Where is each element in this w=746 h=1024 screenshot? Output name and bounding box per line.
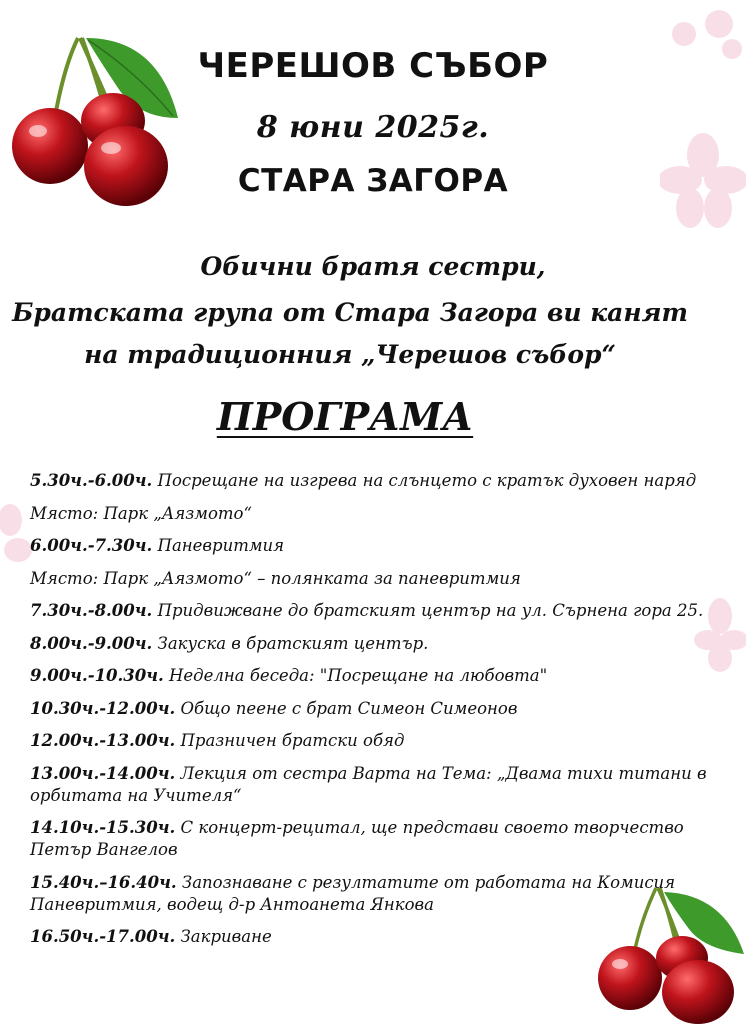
program-item — [30, 817, 730, 861]
program-item-time: 6.00ч.-7.30ч. — [30, 536, 153, 555]
program-item — [30, 503, 730, 525]
program-item — [30, 763, 730, 807]
program-item-time: 12.00ч.-13.00ч. — [30, 731, 176, 750]
program-item — [30, 535, 730, 557]
program-item — [30, 926, 670, 948]
program-item — [30, 633, 730, 655]
program-item-text: Място: Парк „Аязмото“ – полянката за паневритмия — [30, 568, 521, 588]
program-item-text: Закриване — [175, 927, 272, 946]
program-item-text: Посрещане на изгрева на слънцето с кратък духовен наряд — [152, 471, 697, 490]
event-date: 8 юни 2025г. — [256, 110, 490, 145]
program-item — [30, 665, 730, 687]
program-item-time: 5.30ч.-6.00ч. — [30, 471, 153, 490]
greeting-line-2: Братската група от Стара Загора ви канят — [12, 298, 688, 327]
program-item — [30, 600, 730, 622]
program-item-time: 16.50ч.-17.00ч. — [30, 927, 176, 946]
program-list — [30, 470, 730, 959]
program-item-time: 8.00ч.-9.00ч. — [30, 633, 153, 653]
program-item-text: Празничен братски обяд — [175, 731, 405, 750]
program-item-time: 13.00ч.-14.00ч. — [30, 763, 176, 783]
program-item-time: 14.10ч.-15.30ч. — [30, 818, 176, 837]
program-item-text: Място: Парк „Аязмото“ — [30, 503, 252, 523]
program-item-text: Придвижване до братският център на ул. Сърнена гора 25. — [152, 601, 704, 620]
program-item — [30, 730, 730, 752]
program-item-text: Неделна беседа: "Посрещане на любовта" — [163, 666, 548, 685]
program-item-text: Закуска в братският център. — [152, 633, 429, 653]
program-item-text: Лекция от сестра Варта на Тема: „Двама тихи титани в орбитата на Учителя“ — [30, 763, 707, 805]
program-item — [30, 470, 730, 492]
program-item-time: 10.30ч.-12.00ч. — [30, 698, 176, 718]
program-item-text: Общо пеене с брат Симеон Симеонов — [175, 698, 518, 718]
program-item-text: Паневритмия — [152, 536, 285, 555]
program-heading: ПРОГРАМА — [216, 394, 474, 439]
event-title: ЧЕРЕШОВ СЪБОР — [197, 46, 549, 86]
program-item-time: 15.40ч.–16.40ч. — [30, 872, 177, 892]
program-item — [30, 568, 730, 590]
program-item — [30, 698, 730, 720]
program-item-text: Запознаване с резултатите от работата на Комисия Паневритмия, водещ д-р Антоанета Янкова — [30, 872, 676, 914]
greeting-line-3: на традиционния „Черешов събор“ — [84, 340, 616, 369]
program-item — [30, 872, 730, 916]
program-item-time: 7.30ч.-8.00ч. — [30, 601, 153, 620]
greeting-line-1: Обични братя сестри, — [200, 252, 546, 281]
event-city: СТАРА ЗАГОРА — [237, 163, 509, 199]
program-item-time: 9.00ч.-10.30ч. — [30, 666, 164, 685]
program-item-text: С концерт-рецитал, ще представи своето творчество Петър Вангелов — [30, 818, 684, 859]
